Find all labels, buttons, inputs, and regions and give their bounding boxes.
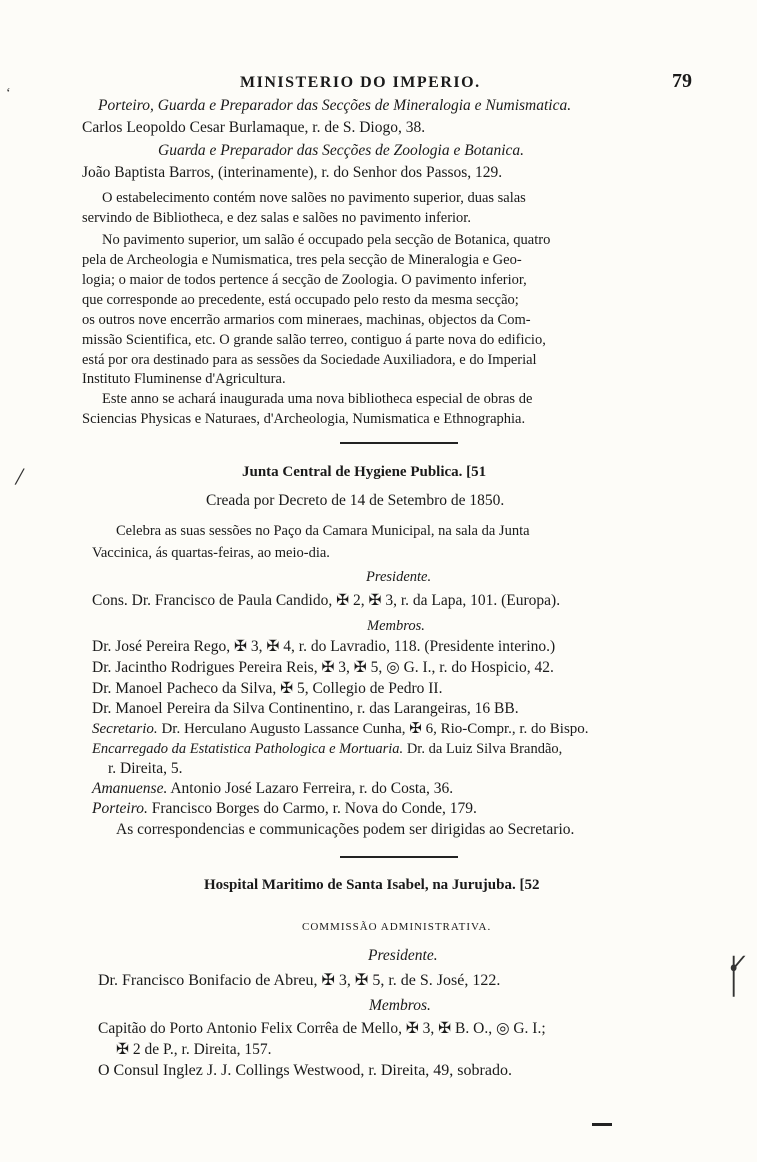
museum-para3-line1: Este anno se achará inaugurada uma nova bibliotheca especial de obras de <box>102 391 533 407</box>
junta-presidente-label: Presidente. <box>366 569 432 585</box>
hospital-presidente-label: Presidente. <box>368 947 438 964</box>
junta-para-line2: Vaccinica, ás quartas-feiras, ao meio-dia. <box>92 545 330 561</box>
museum-para2-line4: que corresponde ao precedente, está occupado pelo resto da mesma secção; <box>82 292 519 308</box>
junta-encarregado-name: Dr. da Luiz Silva Brandão, <box>406 741 563 757</box>
junta-porteiro-name: Francisco Borges do Carmo, r. Nova do Conde, 179. <box>151 800 477 817</box>
museum-para2-line5: os outros nove encerrão armarios com mineraes, machinas, objectos da Com- <box>82 312 531 328</box>
museum-para2-line6: missão Scientifica, etc. O grande salão terreo, contiguo á parte nova do edificio, <box>82 332 546 348</box>
junta-amanuense-label: Amanuense. <box>92 780 168 797</box>
section-divider-2 <box>340 856 458 858</box>
junta-porteiro <box>92 800 477 818</box>
museum-para3-line2: Sciencias Physicas e Naturaes, d'Archeologia, Numismatica e Ethnographia. <box>82 411 526 427</box>
junta-amanuense-name: Antonio José Lazaro Ferreira, r. do Costa, 36. <box>170 780 454 797</box>
bottom-dash <box>592 1123 612 1126</box>
museum-para1-line2: servindo de Bibliotheca, e dez salas e salões no pavimento inferior. <box>82 210 471 226</box>
museum-para2-line1: No pavimento superior, um salão é occupado pela secção de Botanica, quatro <box>102 232 551 248</box>
junta-secretario-name: Dr. Herculano Augusto Lassance Cunha, ✠ 6, Rio-Compr., r. do Bispo. <box>161 721 589 737</box>
museum-para2-line7: está por ora destinado para as sessões da Sociedade Auxiliadora, e do Imperial <box>82 352 537 368</box>
junta-membro-2: Dr. Jacintho Rodrigues Pereira Reis, ✠ 3, ✠ 5, ◎ G. I., r. do Hospicio, 42. <box>92 659 554 676</box>
junta-encarregado <box>92 740 562 758</box>
hospital-membro-2: O Consul Inglez J. J. Collings Westwood, r. Direita, 49, sobrado. <box>98 1062 512 1079</box>
junta-encarregado-label: Encarregado da Estatistica Pathologica e Mortuaria. <box>92 741 404 757</box>
junta-membro-1: Dr. José Pereira Rego, ✠ 3, ✠ 4, r. do Lavradio, 118. (Presidente interino.) <box>92 638 556 655</box>
person-burlamaque: Carlos Leopoldo Cesar Burlamaque, r. de S. Diogo, 38. <box>82 119 426 136</box>
museum-para2-line3: logia; o maior de todos pertence á secção de Zoologia. O pavimento inferior, <box>82 272 527 288</box>
hospital-heading: Hospital Maritimo de Santa Isabel, na Jurujuba. [52 <box>204 877 540 893</box>
hospital-membros-label: Membros. <box>369 997 431 1014</box>
hospital-membro-1: Capitão do Porto Antonio Felix Corrêa de Mello, ✠ 3, ✠ B. O., ◎ G. I.; <box>98 1020 546 1037</box>
junta-amanuense <box>92 780 453 798</box>
junta-presidente: Cons. Dr. Francisco de Paula Candido, ✠ 2, ✠ 3, r. da Lapa, 101. (Europa). <box>92 592 561 609</box>
junta-membros-label: Membros. <box>367 618 425 634</box>
page-header-title: MINISTERIO DO IMPERIO. <box>240 74 481 91</box>
junta-encarregado-cont: r. Direita, 5. <box>108 760 183 777</box>
museum-para2-line8: Instituto Fluminense d'Agricultura. <box>82 371 286 387</box>
hospital-membro-1-cont: ✠ 2 de P., r. Direita, 157. <box>116 1041 272 1058</box>
junta-para-line1: Celebra as suas sessões no Paço da Camara Municipal, na sala da Junta <box>116 523 530 539</box>
museum-para2-line2: pela de Archeologia e Numismatica, tres pela secção de Mineralogia e Geo- <box>82 252 522 268</box>
margin-bracket-mark: ᚶ <box>724 951 752 1002</box>
junta-heading: Junta Central de Hygiene Publica. [51 <box>242 464 487 480</box>
page-number: 79 <box>672 70 692 92</box>
person-barros: João Baptista Barros, (interinamente), r. do Senhor dos Passos, 129. <box>82 164 503 181</box>
junta-secretario <box>92 720 589 738</box>
role-porteiro-mineralogia: Porteiro, Guarda e Preparador das Secções de Mineralogia e Numismatica. <box>98 97 572 114</box>
hospital-presidente: Dr. Francisco Bonifacio de Abreu, ✠ 3, ✠ 5, r. de S. José, 122. <box>98 972 501 989</box>
junta-membro-3: Dr. Manoel Pacheco da Silva, ✠ 5, Collegio de Pedro II. <box>92 680 443 697</box>
junta-secretario-label: Secretario. <box>92 721 158 737</box>
junta-porteiro-label: Porteiro. <box>92 800 148 817</box>
margin-tick: ‘ <box>6 86 11 101</box>
junta-decree: Creada por Decreto de 14 de Setembro de 1850. <box>206 492 505 509</box>
hospital-subheading: COMMISSÃO ADMINISTRATIVA. <box>302 921 492 933</box>
section-divider <box>340 442 458 444</box>
margin-slash-mark: / <box>13 461 26 492</box>
junta-membro-4: Dr. Manoel Pereira da Silva Continentino, r. das Larangeiras, 16 BB. <box>92 700 519 717</box>
junta-note: As correspondencias e communicações podem ser dirigidas ao Secretario. <box>116 821 575 838</box>
role-guarda-zoologia: Guarda e Preparador das Secções de Zoologia e Botanica. <box>158 142 525 159</box>
museum-para1-line1: O estabelecimento contém nove salões no pavimento superior, duas salas <box>102 190 526 206</box>
